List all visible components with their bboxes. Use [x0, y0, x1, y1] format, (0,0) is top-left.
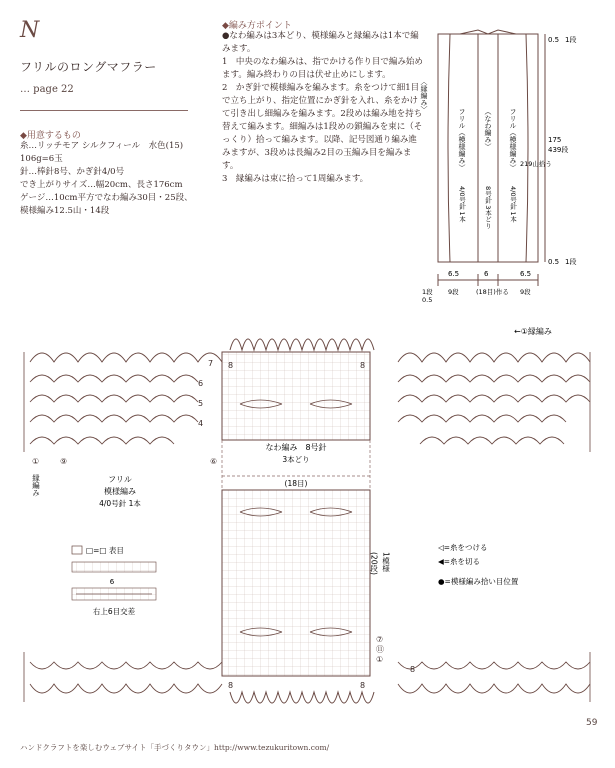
bottom-picot-edge — [230, 692, 374, 703]
repeat-label: 1模様 — [381, 552, 391, 572]
row-marker: 8 — [228, 681, 234, 690]
page-reference: … page 22 — [20, 84, 74, 95]
width-left: 6.5 — [448, 270, 460, 278]
cable-note: 右上6目交差 — [92, 607, 136, 616]
pattern-title: フリルのロングマフラー — [20, 60, 157, 74]
materials-heading: ◆用意するもの — [20, 131, 81, 141]
materials-line: 糸…リッチモア シルクフィール 水色(15) — [20, 141, 184, 151]
circled-marker: ⑦ — [376, 635, 384, 644]
schematic-top-edge — [460, 30, 516, 34]
circled-marker: ① — [32, 457, 40, 466]
dim-corner-rows: 1段 — [422, 288, 433, 296]
frill-wave-left — [448, 34, 450, 262]
materials-list — [20, 140, 220, 218]
row-marker: 6 — [198, 379, 204, 388]
scarf-schematic — [420, 18, 610, 308]
step-paragraph: 3 縁編みは束に拾って1周編みます。 — [222, 174, 369, 184]
step-paragraph: 1 中央のなわ編みは、指でかける作り目で編み始めます。編み終わりの目は伏せ止めにします。 — [222, 57, 423, 80]
schematic-frill-right-label: フリル（模様編み） — [509, 108, 517, 171]
row-marker: 8 — [410, 665, 416, 674]
pattern-letter: N — [20, 18, 40, 43]
circled-marker: ① — [376, 655, 384, 664]
schematic-center-label: （なわ編み） — [484, 108, 492, 150]
schematic-needle-right: 4/0号針 1本 — [509, 186, 517, 223]
frill-right-top — [398, 353, 590, 444]
materials-line: でき上がりサイズ…幅20cm、長さ176cm — [20, 180, 183, 190]
circled-marker: ⑥ — [210, 457, 218, 466]
dim-pick: 219山拾う — [520, 160, 552, 168]
edge-label: ←①縁編み — [514, 327, 552, 336]
dot-legend: ●=模様編み拾い目位置 — [438, 577, 519, 586]
title-divider — [20, 110, 188, 111]
footer-text: ハンドクラフトを楽しむウェブサイト「手づくりタウン」http://www.tezukuritown.com/ — [20, 743, 330, 752]
row-marker: 8 — [360, 681, 366, 690]
width-right: 6.5 — [520, 270, 532, 278]
page-number: 59 — [586, 718, 598, 728]
dim-bottom: 0.5 — [548, 258, 560, 266]
dim-bottom-rows: 1段 — [565, 258, 577, 266]
dim-corner: 0.5 — [422, 296, 433, 304]
step-paragraph: ●なわ編みは3本どり、模様編みと縁編みは1本で編みます。 — [222, 31, 419, 54]
dim-length-rows: 439段 — [548, 146, 569, 154]
circled-marker: ⑪ — [376, 645, 384, 654]
materials-line: 針…棒針8号、かぎ針4/0号 — [20, 167, 125, 177]
width-center: 6 — [484, 270, 489, 278]
width-left-rows: 9段 — [448, 288, 459, 296]
edge-label-left: 縁編み — [31, 474, 41, 497]
cable-subtitle: 3本どり — [282, 455, 310, 464]
steps-heading: ◆編み方ポイント — [222, 21, 292, 31]
cable-count: 6 — [109, 578, 115, 586]
dim-length: 175 — [548, 136, 562, 144]
row-marker: 7 — [208, 359, 214, 368]
circled-marker: ⑨ — [60, 457, 68, 466]
schematic-needle-left: 4/0号針 1本 — [458, 186, 466, 223]
frill-wave-right — [526, 34, 528, 262]
join-legend: ◁=糸をつける — [438, 543, 488, 552]
top-picot-edge — [230, 339, 374, 350]
cable-panel-top — [222, 352, 370, 440]
cut-legend: ◀=糸を切る — [438, 557, 481, 566]
purl-legend-box — [72, 546, 82, 554]
stitch-chart — [20, 322, 600, 724]
schematic-needle-center: 8号針 3本どり — [484, 186, 492, 229]
row-marker: 8 — [228, 361, 234, 370]
width-right-rows: 9段 — [520, 288, 531, 296]
cable-title: なわ編み 8号針 — [265, 443, 327, 452]
repeat-rows: (20段) — [369, 552, 379, 575]
cable-panel-bottom — [222, 490, 370, 676]
row-marker: 5 — [198, 399, 204, 408]
step-paragraph: 2 かぎ針で模様編みを編みます。糸をつけて細1目で立ち上がり、指定位置にかぎ針を入れ、糸をかけて引き出し細編みを編みます。2段めは編み地を持ち替えて編みます。細編みは1段めの鎖編みを束に（そっくり）拾って編みます。以降、記号図通り編み進みますが、3段めは長編み2目の玉編み目を編みます。 — [222, 83, 423, 171]
cable-stitches: (18目) — [284, 479, 308, 488]
frill-left-top — [30, 353, 222, 444]
schematic-edge-label: 〈縁編み〉 — [420, 78, 428, 113]
frill-title: フリル — [108, 475, 132, 484]
steps-text — [222, 30, 424, 186]
materials-line: 106g=6玉 — [20, 154, 63, 164]
dim-top-rows: 1段 — [565, 36, 577, 44]
width-center-rows: (18目)作る — [476, 288, 509, 296]
dim-top: 0.5 — [548, 36, 560, 44]
materials-line: ゲージ…10cm平方でなわ編み30目・25段、 — [20, 193, 193, 203]
row-marker: 8 — [360, 361, 366, 370]
frill-needle: 4/0号針 1本 — [99, 499, 141, 508]
frill-subtitle: 模様編み — [104, 487, 136, 496]
purl-legend: □=□ 表目 — [86, 546, 124, 555]
row-marker: 4 — [198, 419, 204, 428]
schematic-frill-left-label: フリル（模様編み） — [458, 108, 466, 171]
materials-line: 模様編み12.5山・14段 — [20, 206, 110, 216]
